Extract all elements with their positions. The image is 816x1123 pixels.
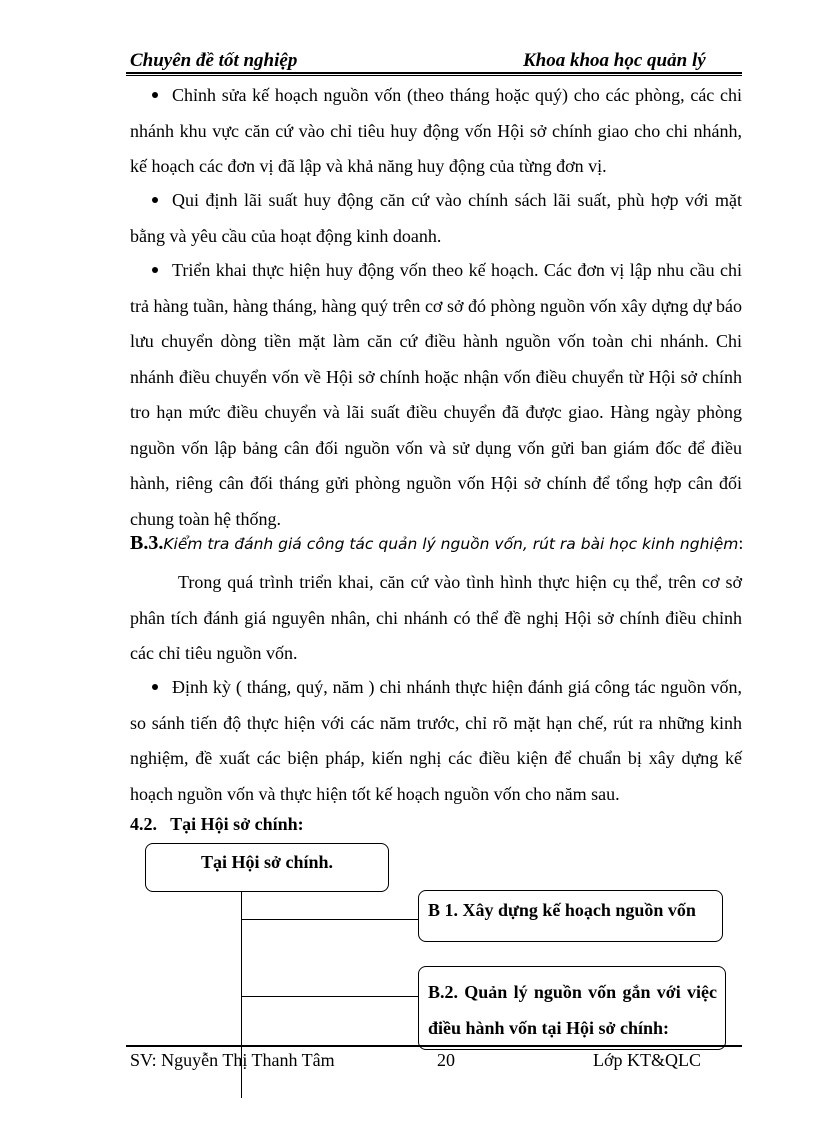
section-b3-title: Kiểm tra đánh giá công tác quản lý nguồn vốn, rút ra bài học kinh nghiệm bbox=[163, 535, 739, 553]
paragraph-5-text: Định kỳ ( tháng, quý, năm ) chi nhánh thực hiện đánh giá công tác nguồn vốn, so sánh tiến độ thực hiện với các năm trước, chỉ rõ mặt hạn chế, rút ra những kinh nghiệm, đề xuất các biện pháp, kiến nghị các điều kiện để chuẩn bị xây dựng kế hoạch nguồn vốn và thực hiện tốt kế hoạch nguồn vốn cho năm sau. bbox=[130, 677, 742, 804]
diagram-b2-label: B.2 bbox=[428, 982, 454, 1002]
footer-student: SV: Nguyễn Thị Thanh Tâm bbox=[130, 1050, 335, 1070]
paragraph-5 bbox=[130, 670, 742, 812]
paragraph-3 bbox=[130, 253, 742, 537]
bullet-icon bbox=[152, 197, 158, 203]
paragraph-2-text: Qui định lãi suất huy động căn cứ vào chính sách lãi suất, phù hợp với mặt bằng và yêu cầu của hoạt động kinh doanh. bbox=[130, 190, 742, 246]
paragraph-1-text: Chỉnh sửa kế hoạch nguồn vốn (theo tháng hoặc quý) cho các phòng, các chi nhánh khu vực căn cứ vào chỉ tiêu huy động vốn Hội sở chính giao cho chi nhánh, kế hoạch các đơn vị đã lập và khả năng huy động của từng đơn vị. bbox=[130, 85, 742, 176]
diagram-root-box: Tại Hội sở chính. bbox=[145, 843, 389, 892]
paragraph-4: Trong quá trình triển khai, căn cứ vào tình hình thực hiện cụ thể, trên cơ sở phân tích đánh giá nguyên nhân, chi nhánh có thể đề nghị Hội sở chính điều chỉnh các chỉ tiêu nguồn vốn. bbox=[130, 572, 742, 663]
diagram-b1-box: B 1. Xây dựng kế hoạch nguồn vốn bbox=[418, 890, 723, 942]
header-rule bbox=[126, 72, 742, 76]
diagram-connector-b2 bbox=[241, 996, 418, 997]
bullet-icon bbox=[152, 267, 158, 273]
section-4-2-heading: 4.2. Tại Hội sở chính: bbox=[130, 814, 304, 834]
header-left-title: Chuyên đề tốt nghiệp bbox=[130, 50, 298, 71]
bullet-icon bbox=[152, 92, 158, 98]
diagram-b2-text: . Quản lý nguồn vốn gắn với việc điều hành vốn tại Hội sở chính: bbox=[428, 982, 717, 1038]
paragraph-3-text: Triển khai thực hiện huy động vốn theo kế hoạch. Các đơn vị lập nhu cầu chi trả hàng tuần, hàng tháng, hàng quý trên cơ sở đó phòng nguồn vốn xây dựng dự báo lưu chuyển dòng tiền mặt làm căn cứ điều hành nguồn vốn toàn chi nhánh. Chi nhánh điều chuyển vốn về Hội sở chính hoặc nhận vốn điều chuyển từ Hội sở chính tro hạn mức điều chuyển và lãi suất điều chuyển đã được giao. Hàng ngày phòng nguồn vốn lập bảng cân đối nguồn vốn và sử dụng vốn gửi ban giám đốc để điều hành, riêng cân đối tháng gửi phòng nguồn vốn Hội sở chính để tổng hợp cân đối chung toàn hệ thống. bbox=[130, 260, 742, 529]
diagram-b2-box bbox=[418, 966, 726, 1050]
paragraph-1 bbox=[130, 78, 742, 185]
paragraph-2 bbox=[130, 183, 742, 254]
section-b3-label: B.3. bbox=[130, 532, 164, 554]
footer-class: Lớp KT&QLC bbox=[593, 1050, 702, 1070]
footer-rule bbox=[126, 1045, 742, 1047]
footer-page-number: 20 bbox=[437, 1050, 455, 1070]
bullet-icon bbox=[152, 684, 158, 690]
header-right-title: Khoa khoa học quản lý bbox=[523, 50, 706, 71]
section-b3-heading bbox=[130, 532, 770, 555]
diagram-connector-b1 bbox=[241, 919, 418, 920]
section-b3-suffix: : bbox=[738, 533, 744, 553]
